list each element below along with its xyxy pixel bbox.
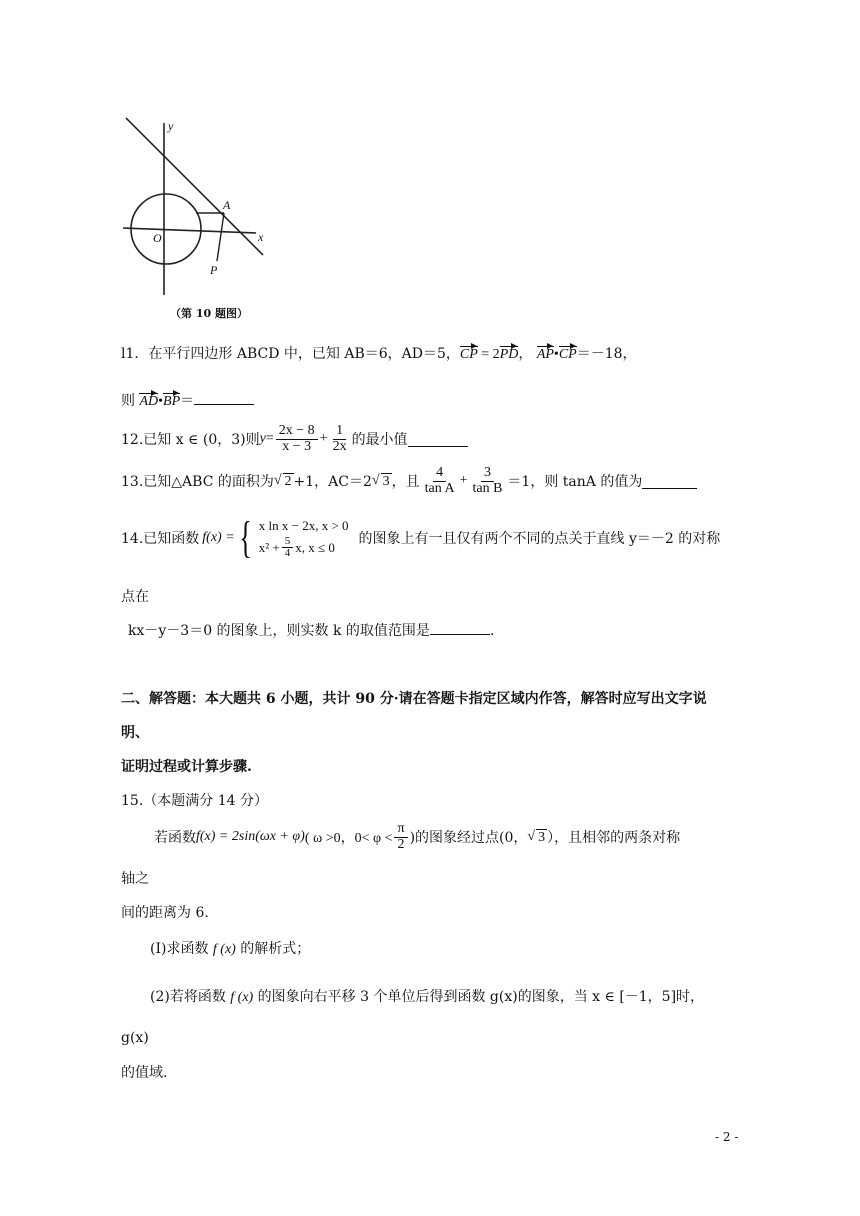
line-l: [126, 118, 263, 255]
question-15-line2: 轴之: [121, 871, 149, 887]
segment-ap: [217, 213, 224, 261]
question-14-line2: 点在: [121, 589, 149, 605]
question-11-line2: 则 AD•BP＝: [121, 390, 254, 410]
label-y: y: [168, 119, 174, 133]
vector-cp: CP: [459, 347, 478, 362]
question-15-title: 15.（本题满分 14 分）: [121, 793, 268, 809]
answer-blank-13: [642, 487, 697, 489]
question-11-line1: l1．在平行四边形 ABCD 中，已知 AB＝6，AD＝5，CP = 2PD， AP•CP＝－18，: [121, 346, 637, 362]
fraction-12-a: $\frac{2x - 8}{x - 3}$: [276, 424, 318, 454]
fraction-pi-over-2: $\frac{\pi}{2}$: [394, 822, 407, 852]
page-number: - 2 -: [715, 1130, 739, 1144]
coordinate-diagram: [118, 115, 278, 315]
fraction-13-a: $\frac{4}{\text{tan A}}$: [424, 465, 455, 496]
answer-blank-12: [408, 445, 468, 447]
vector-ad: AD: [139, 394, 159, 409]
section-2-heading-line2: 明、: [121, 725, 149, 741]
vector-cp-2: CP: [558, 347, 577, 362]
fraction-12-b: $\frac{1}{2x}$: [332, 423, 347, 454]
figure-q10: [118, 115, 278, 330]
label-p: P: [210, 263, 218, 277]
piecewise-function: { x ln x − 2x, x > 0 x² + $\frac{5}{4}$ x, x ≤ 0: [238, 513, 349, 562]
answer-blank-11: [194, 403, 254, 405]
label-x: x: [258, 230, 264, 244]
answer-blank-14: [430, 633, 490, 635]
figure-caption: （第 10 题图）: [170, 307, 248, 320]
vector-pd: PD: [499, 347, 519, 362]
fraction-13-b: $\frac{3}{\text{tan B}}$: [472, 465, 503, 496]
vector-bp: BP: [163, 394, 181, 409]
question-14-line3: kx－y－3＝0 的图象上，则实数 k 的取值范围是 .: [128, 623, 495, 639]
question-15-line3: 间的距离为 6.: [121, 905, 209, 921]
question-15-line1: 若函数 f(x) = 2sin(ωx + φ) ( ω >0，0< φ < $\frac{\pi}{2}$ )的图象经过点(0， √ 3 ），且相邻的两条对称: [154, 821, 681, 852]
question-15-part2: (2)若将函数 f (x) 的图象向右平移 3 个单位后得到函数 g(x)的图象，当 x ∈ [－1，5]时，: [150, 989, 705, 1005]
question-15-part2-line2: g(x): [121, 1030, 149, 1046]
question-15-part1: (I)求函数 f (x) 的解析式；: [150, 941, 311, 957]
question-12: 12.已知 x ∈ (0，3)则 y = $\frac{2x - 8}{x - 3}$ + $\frac{1}{2x}$ 的最小值: [121, 424, 468, 454]
question-13: 13.已知△ABC 的面积为 √ 2 +1，AC＝2 √ 3 ，且 $\frac{4}{\text{tan A}}$ + $\frac{3}{\text{tan B}}$ ＝1，则 tanA 的值为: [121, 466, 697, 496]
section-2-heading-line3: 证明过程或计算步骤.: [121, 759, 252, 775]
section-2-heading-line1: 二、解答题：本大题共 6 小题，共计 90 分·请在答题卡指定区域内作答，解答时应写出文字说: [121, 691, 707, 707]
label-o: O: [153, 231, 162, 245]
question-14-line1: 14.已知函数 f(x) = { x ln x − 2x, x > 0 x² + $\frac{5}{4}$ x, x ≤ 0 的图象上有一且仅有两个不同的点关于直线 y＝－2 的对称: [121, 513, 721, 562]
question-15-part2-line3: 的值域.: [121, 1065, 168, 1081]
label-a: A: [223, 198, 231, 212]
vector-ap: AP: [536, 347, 554, 362]
